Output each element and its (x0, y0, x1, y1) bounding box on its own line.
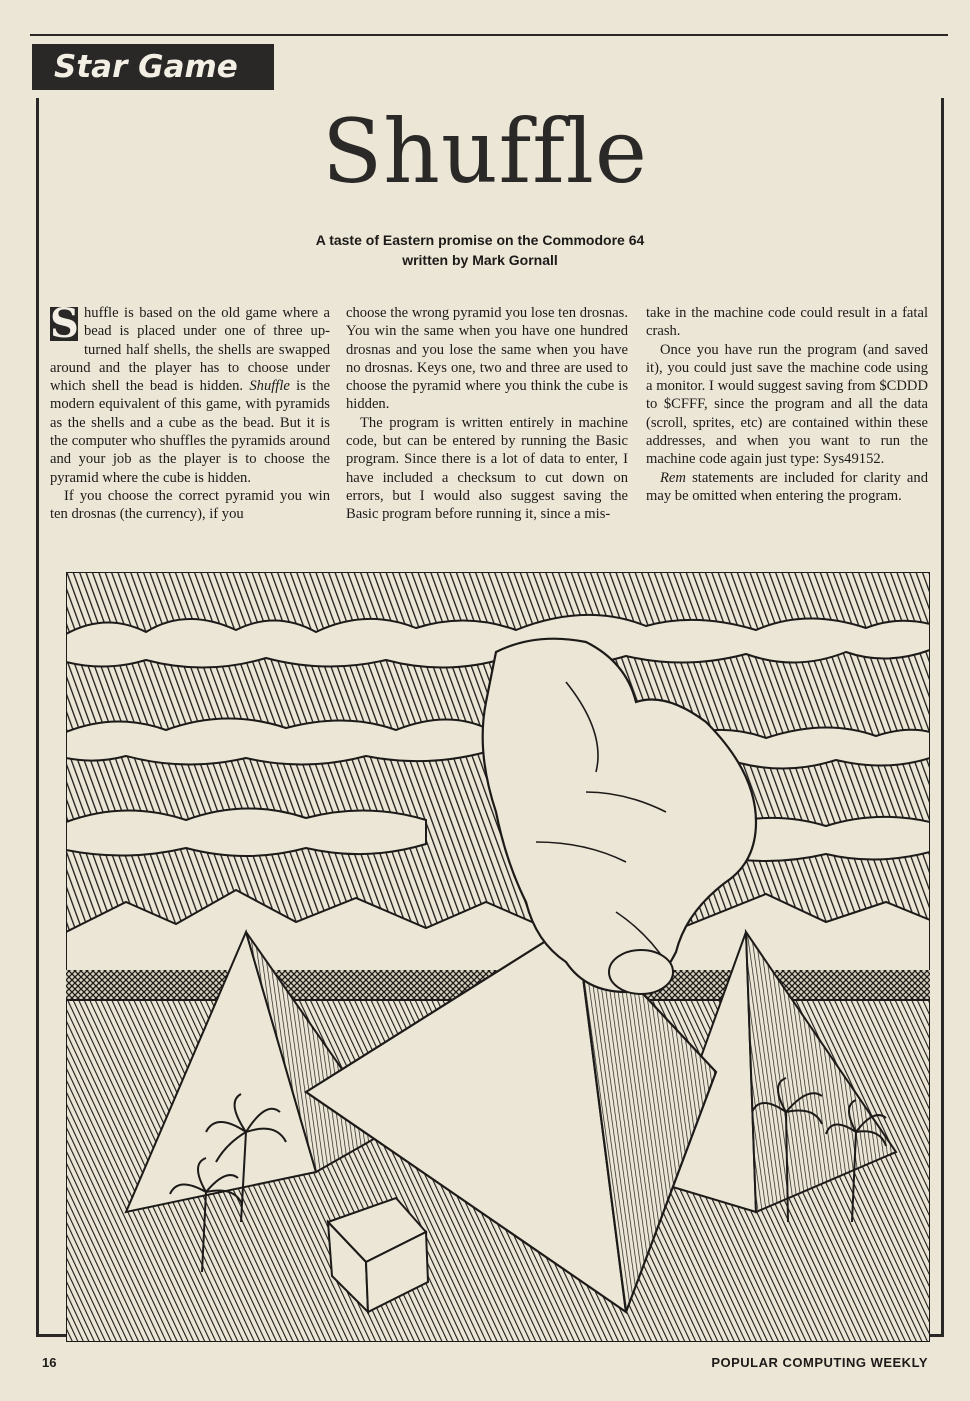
section-tag: Star Game (32, 44, 274, 90)
byline: written by Mark Gornall (402, 252, 558, 268)
article-title: Shuffle (322, 100, 648, 203)
paragraph: Rem statements are included for clarity and may be omitted when entering the program. (646, 469, 928, 504)
drop-cap: S (50, 300, 79, 347)
top-rule (30, 34, 948, 36)
standfirst (200, 230, 760, 270)
text-column-2 (346, 304, 628, 524)
paragraph: Once you have run the program (and saved it), you could just save the machine code using a monitor. I would suggest saving from $CDDD to $CFFF, since the program and all the data (scroll, sprites, etc) are contained within these addresses, and when you want to run the machine code again just type: Sys49152. (646, 341, 928, 468)
text-column-1 (50, 300, 331, 524)
standfirst-tagline: A taste of Eastern promise on the Commodore 64 (315, 232, 645, 248)
italic-term: Rem (660, 469, 686, 486)
paragraph: choose the wrong pyramid you lose ten drosnas. You win the same when you have one hundred drosnas and you lose the same when you have no drosnas. Keys one, two and three are used to choose the pyramid where you think the cube is hidden. (346, 305, 628, 413)
left-border-rule (36, 98, 39, 1336)
italic-title: Shuffle (249, 378, 290, 395)
text-column-3 (646, 304, 928, 505)
page-number: 16 (42, 1355, 57, 1370)
paragraph: S huffle is based on the old game where a bead is placed under one of three up-turned half shells, the shells are swapped around and the player has to choose under which shell the bead is hidden. Shuffle is the modern equivalent of this game, with pyramids as the shells and a cube as the bead. But it is the computer who shuffles the pyramids around and your job as the player is to choose the pyramid where the cube is hidden. (50, 300, 331, 486)
right-border-rule (941, 98, 944, 1336)
paragraph: take in the machine code could result in a fatal crash. (646, 305, 928, 340)
publication-name: POPULAR COMPUTING WEEKLY (711, 1355, 928, 1370)
pyramid-illustration (66, 572, 930, 1342)
illustration-svg (66, 572, 930, 1342)
paragraph: The program is written entirely in machine code, but can be entered by running the Basic program. Since there is a lot of data to enter, I have included a checksum to cut down on errors, but I would also suggest saving the Basic program before running it, since a mis- (346, 414, 628, 523)
paragraph: If you choose the correct pyramid you win ten drosnas (the currency), if you (50, 487, 330, 523)
